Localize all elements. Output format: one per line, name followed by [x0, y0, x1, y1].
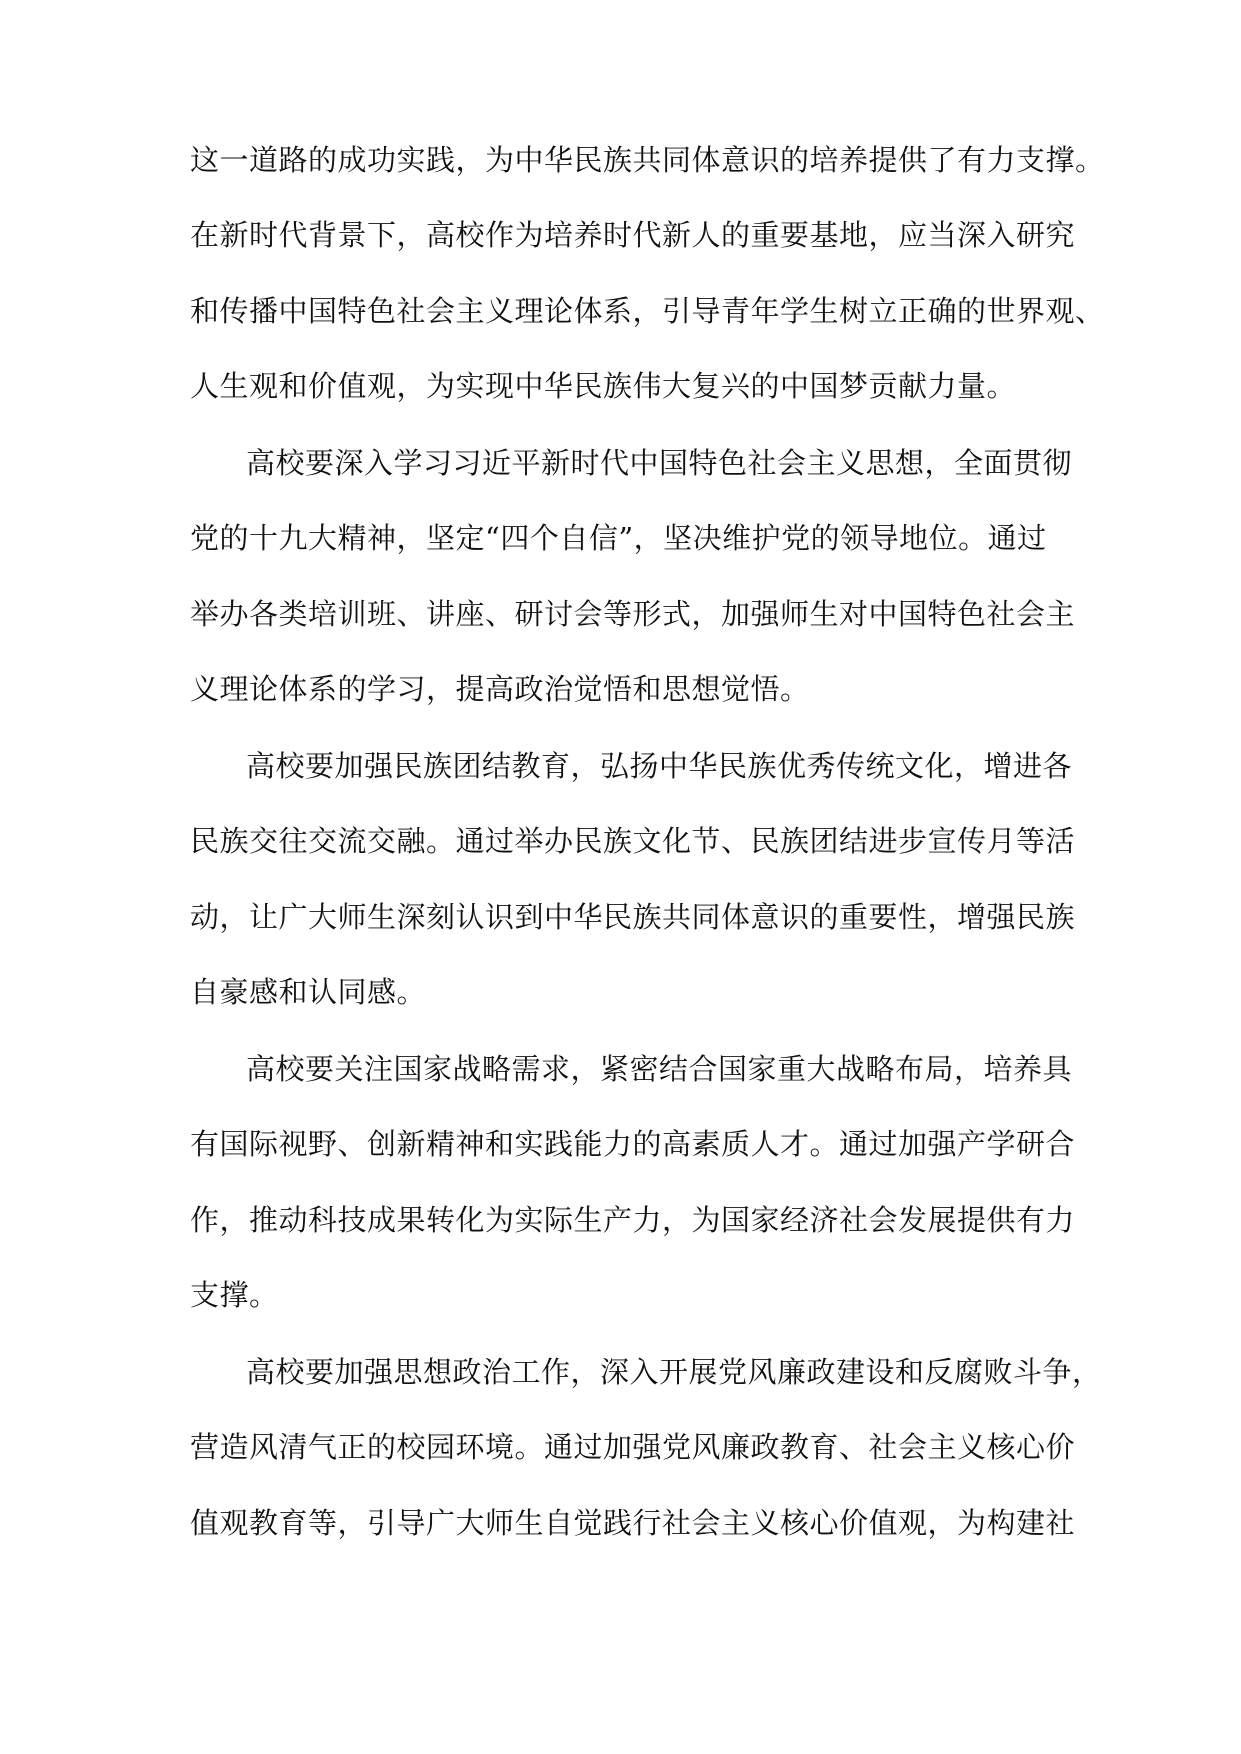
paragraph-4-line-2: 有国际视野、创新精神和实践能力的高素质人才。通过加强产学研合 — [190, 1127, 1076, 1161]
paragraph-5-line-3: 值观教育等，引导广大师生自觉践行社会主义核心价值观，为构建社 — [190, 1506, 1076, 1540]
paragraph-3-line-2: 民族交往交流交融。通过举办民族文化节、民族团结进步宣传月等活 — [190, 824, 1076, 858]
text-line-2: 在新时代背景下，高校作为培养时代新人的重要基地，应当深入研究 — [190, 218, 1076, 252]
text-line-4: 人生观和价值观，为实现中华民族伟大复兴的中国梦贡献力量。 — [190, 369, 1017, 403]
paragraph-2-line-4: 义理论体系的学习，提高政治觉悟和思想觉悟。 — [190, 672, 810, 706]
paragraph-4-line-4: 支撑。 — [190, 1278, 279, 1312]
text-line-3: 和传播中国特色社会主义理论体系，引导青年学生树立正确的世界观、 — [190, 294, 1105, 328]
text-line-1: 这一道路的成功实践，为中华民族共同体意识的培养提供了有力支撑。 — [190, 143, 1105, 177]
paragraph-5-line-2: 营造风清气正的校园环境。通过加强党风廉政教育、社会主义核心价 — [190, 1430, 1076, 1464]
paragraph-2-line-2: 党的十九大精神，坚定“四个自信”，坚决维护党的领导地位。通过 — [190, 521, 1047, 555]
paragraph-4-line-1: 高校要关注国家战略需求，紧密结合国家重大战略布局，培养具 — [246, 1052, 1073, 1086]
paragraph-2-line-1: 高校要深入学习习近平新时代中国特色社会主义思想，全面贯彻 — [246, 446, 1073, 480]
paragraph-4-line-3: 作，推动科技成果转化为实际生产力，为国家经济社会发展提供有力 — [190, 1203, 1076, 1237]
paragraph-3-line-3: 动，让广大师生深刻认识到中华民族共同体意识的重要性，增强民族 — [190, 900, 1076, 934]
paragraph-5-line-1: 高校要加强思想政治工作，深入开展党风廉政建设和反腐败斗争， — [246, 1355, 1102, 1389]
paragraph-3-line-1: 高校要加强民族团结教育，弘扬中华民族优秀传统文化，增进各 — [246, 749, 1073, 783]
paragraph-2-line-3: 举办各类培训班、讲座、研讨会等形式，加强师生对中国特色社会主 — [190, 597, 1076, 631]
paragraph-3-line-4: 自豪感和认同感。 — [190, 975, 427, 1009]
